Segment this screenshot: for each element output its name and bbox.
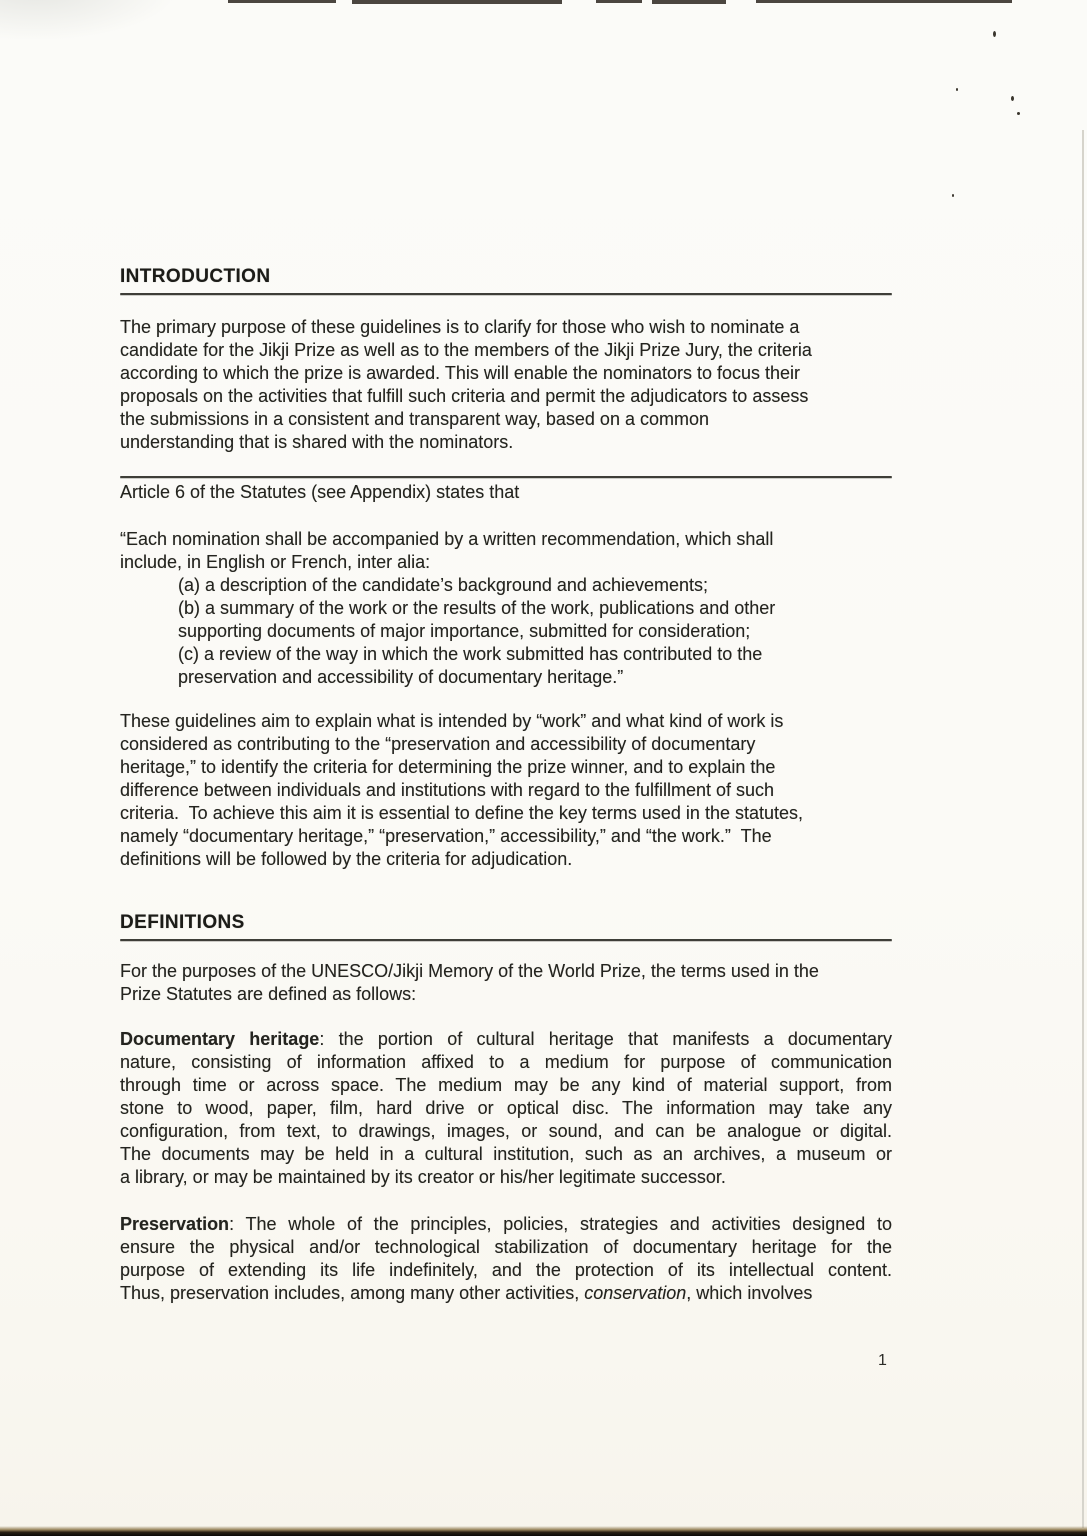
text-line: Prize Statutes are defined as follows: <box>120 984 417 1004</box>
text-line: The primary purpose of these guidelines is to clarify for those who wish to nominate a <box>120 317 800 337</box>
text-line: ensure the physical and/or technological stabilization of documentary heritage for the <box>120 1237 892 1257</box>
introduction-paragraph-1 <box>120 316 892 454</box>
article-6-text: Article 6 of the Statutes (see Appendix) states that <box>120 482 520 502</box>
text-line: For the purposes of the UNESCO/Jikji Memory of the World Prize, the terms used in the <box>120 961 819 981</box>
scan-smudge <box>0 0 190 45</box>
article-section-rule <box>120 476 892 478</box>
text-line: understanding that is shared with the nominators. <box>120 432 514 452</box>
text-line: (b) a summary of the work or the results of the work, publications and other <box>178 598 776 618</box>
scan-speck <box>952 194 954 197</box>
text-line: definitions will be followed by the criteria for adjudication. <box>120 849 573 869</box>
definitions-heading: DEFINITIONS <box>120 912 245 933</box>
scan-speck <box>1017 112 1020 115</box>
page-number: 1 <box>878 1352 887 1369</box>
scan-speck <box>956 88 958 91</box>
definitions-purpose-paragraph <box>120 960 892 1006</box>
statute-quote-paragraph <box>120 528 892 574</box>
text-line: a library, or may be maintained by its creator or his/her legitimate successor. <box>120 1167 726 1187</box>
documentary-heritage-definition <box>120 1028 892 1189</box>
text-line: candidate for the Jikji Prize as well as to the members of the Jikji Prize Jury, the criteria <box>120 340 812 360</box>
text-line: heritage,” to identify the criteria for determining the prize winner, and to explain the <box>120 757 776 777</box>
text-line: Thus, preservation includes, among many other activities, conservation, which involves <box>120 1283 813 1303</box>
text-line: proposals on the activities that fulfill such criteria and permit the adjudicators to assess <box>120 386 809 406</box>
introduction-heading-rule <box>120 293 892 295</box>
text-line: difference between individuals and institutions with regard to the fulfillment of such <box>120 780 775 800</box>
statute-quote-items <box>120 574 892 689</box>
scan-paper-edge-line <box>1082 130 1084 1528</box>
scan-speck <box>1011 96 1014 101</box>
introduction-paragraph-2 <box>120 710 892 871</box>
scan-edge-artifact <box>756 0 1012 3</box>
text-line: through time or across space. The medium may be any kind of material support, from <box>120 1075 892 1095</box>
scan-speck <box>993 31 996 37</box>
scan-edge-artifact-bottom <box>0 1526 1087 1536</box>
text-line: preservation and accessibility of documentary heritage.” <box>178 667 624 687</box>
text-line: purpose of extending its life indefinitely, and the protection of its intellectual content. <box>120 1260 892 1280</box>
definitions-heading-rule <box>120 939 892 941</box>
text-line: (a) a description of the candidate’s background and achievements; <box>178 575 708 595</box>
text-line: The documents may be held in a cultural institution, such as an archives, a museum or <box>120 1144 892 1164</box>
text-line: (c) a review of the way in which the work submitted has contributed to the <box>178 644 763 664</box>
text-line: Documentary heritage: the portion of cultural heritage that manifests a documentary <box>120 1029 892 1049</box>
text-line: considered as contributing to the “preservation and accessibility of documentary <box>120 734 756 754</box>
scan-edge-artifact <box>228 0 336 3</box>
text-line: “Each nomination shall be accompanied by a written recommendation, which shall <box>120 529 774 549</box>
text-line: Preservation: The whole of the principles, policies, strategies and activities designed to <box>120 1214 892 1234</box>
introduction-heading: INTRODUCTION <box>120 266 271 287</box>
text-line: according to which the prize is awarded. This will enable the nominators to focus their <box>120 363 801 383</box>
text-line: criteria. To achieve this aim it is essential to define the key terms used in the statutes, <box>120 803 803 823</box>
text-line: the submissions in a consistent and transparent way, based on a common <box>120 409 709 429</box>
article-6-lead-line <box>120 481 892 504</box>
scan-edge-artifact <box>652 0 726 4</box>
text-line: supporting documents of major importance, submitted for consideration; <box>178 621 751 641</box>
text-line: These guidelines aim to explain what is intended by “work” and what kind of work is <box>120 711 784 731</box>
scan-edge-artifact <box>352 0 562 4</box>
text-line: stone to wood, paper, film, hard drive or optical disc. The information may take any <box>120 1098 892 1118</box>
scan-edge-artifact <box>596 0 642 3</box>
preservation-definition <box>120 1213 892 1305</box>
text-line: nature, consisting of information affixed to a medium for purpose of communication <box>120 1052 892 1072</box>
text-line: namely “documentary heritage,” “preservation,” accessibility,” and “the work.” The <box>120 826 772 846</box>
text-line: configuration, from text, to drawings, images, or sound, and can be analogue or digital. <box>120 1121 892 1141</box>
text-line: include, in English or French, inter alia: <box>120 552 431 572</box>
